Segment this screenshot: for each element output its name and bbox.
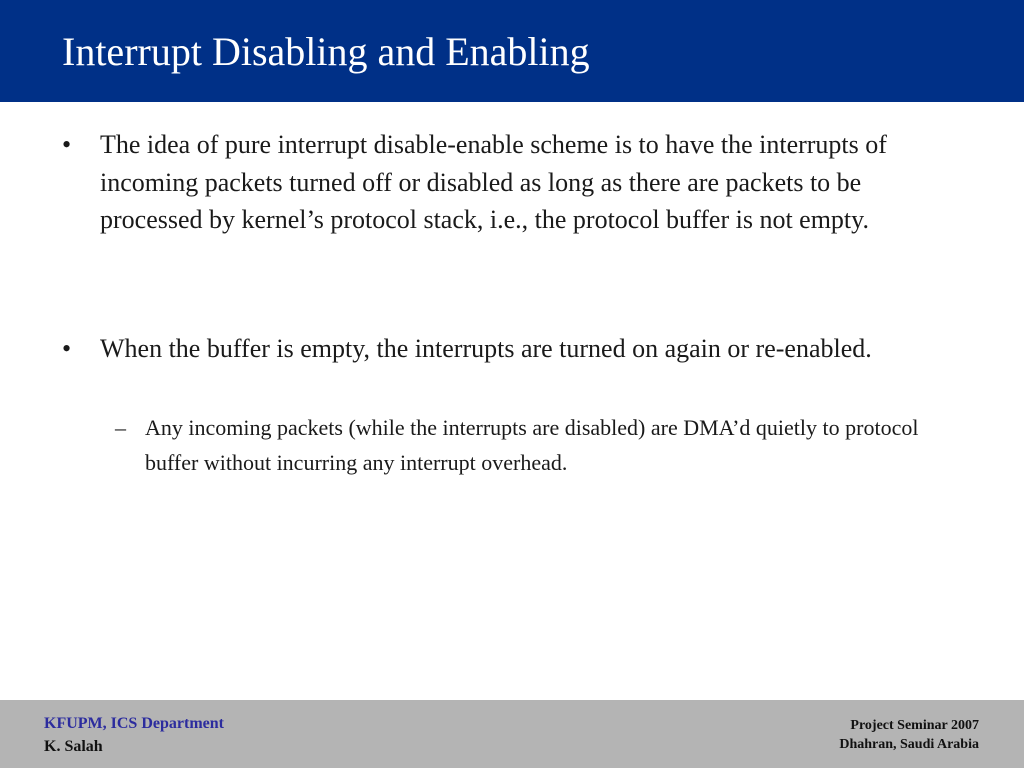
title-bar <box>0 0 1024 102</box>
bullet-item <box>62 126 962 239</box>
footer-event: Project Seminar 2007 <box>850 718 979 733</box>
bullet-text: The idea of pure interrupt disable-enable scheme is to have the interrupts of incoming packets turned off or disabled as long as there are packets to be processed by kernel’s protocol stack, i.e., the protocol buffer is not empty. <box>100 130 887 234</box>
bullet-marker: • <box>62 130 72 159</box>
footer-department: KFUPM, ICS Department <box>44 715 224 732</box>
footer-left <box>44 712 224 758</box>
bullet-item <box>62 330 962 368</box>
bullet-text: When the buffer is empty, the interrupts are turned on again or re-enabled. <box>100 334 872 363</box>
sub-bullet-marker: – <box>115 415 126 440</box>
footer-author: K. Salah <box>44 738 103 755</box>
bullet-marker: • <box>62 334 72 363</box>
footer-location: Dhahran, Saudi Arabia <box>839 737 979 752</box>
sub-bullet-item <box>115 410 955 480</box>
footer-right <box>839 716 979 754</box>
sub-bullet-text: Any incoming packets (while the interrupts are disabled) are DMA’d quietly to protocol buffer without incurring any interrupt overhead. <box>145 415 919 475</box>
footer-bar <box>0 700 1024 768</box>
slide-title: Interrupt Disabling and Enabling <box>62 29 590 74</box>
